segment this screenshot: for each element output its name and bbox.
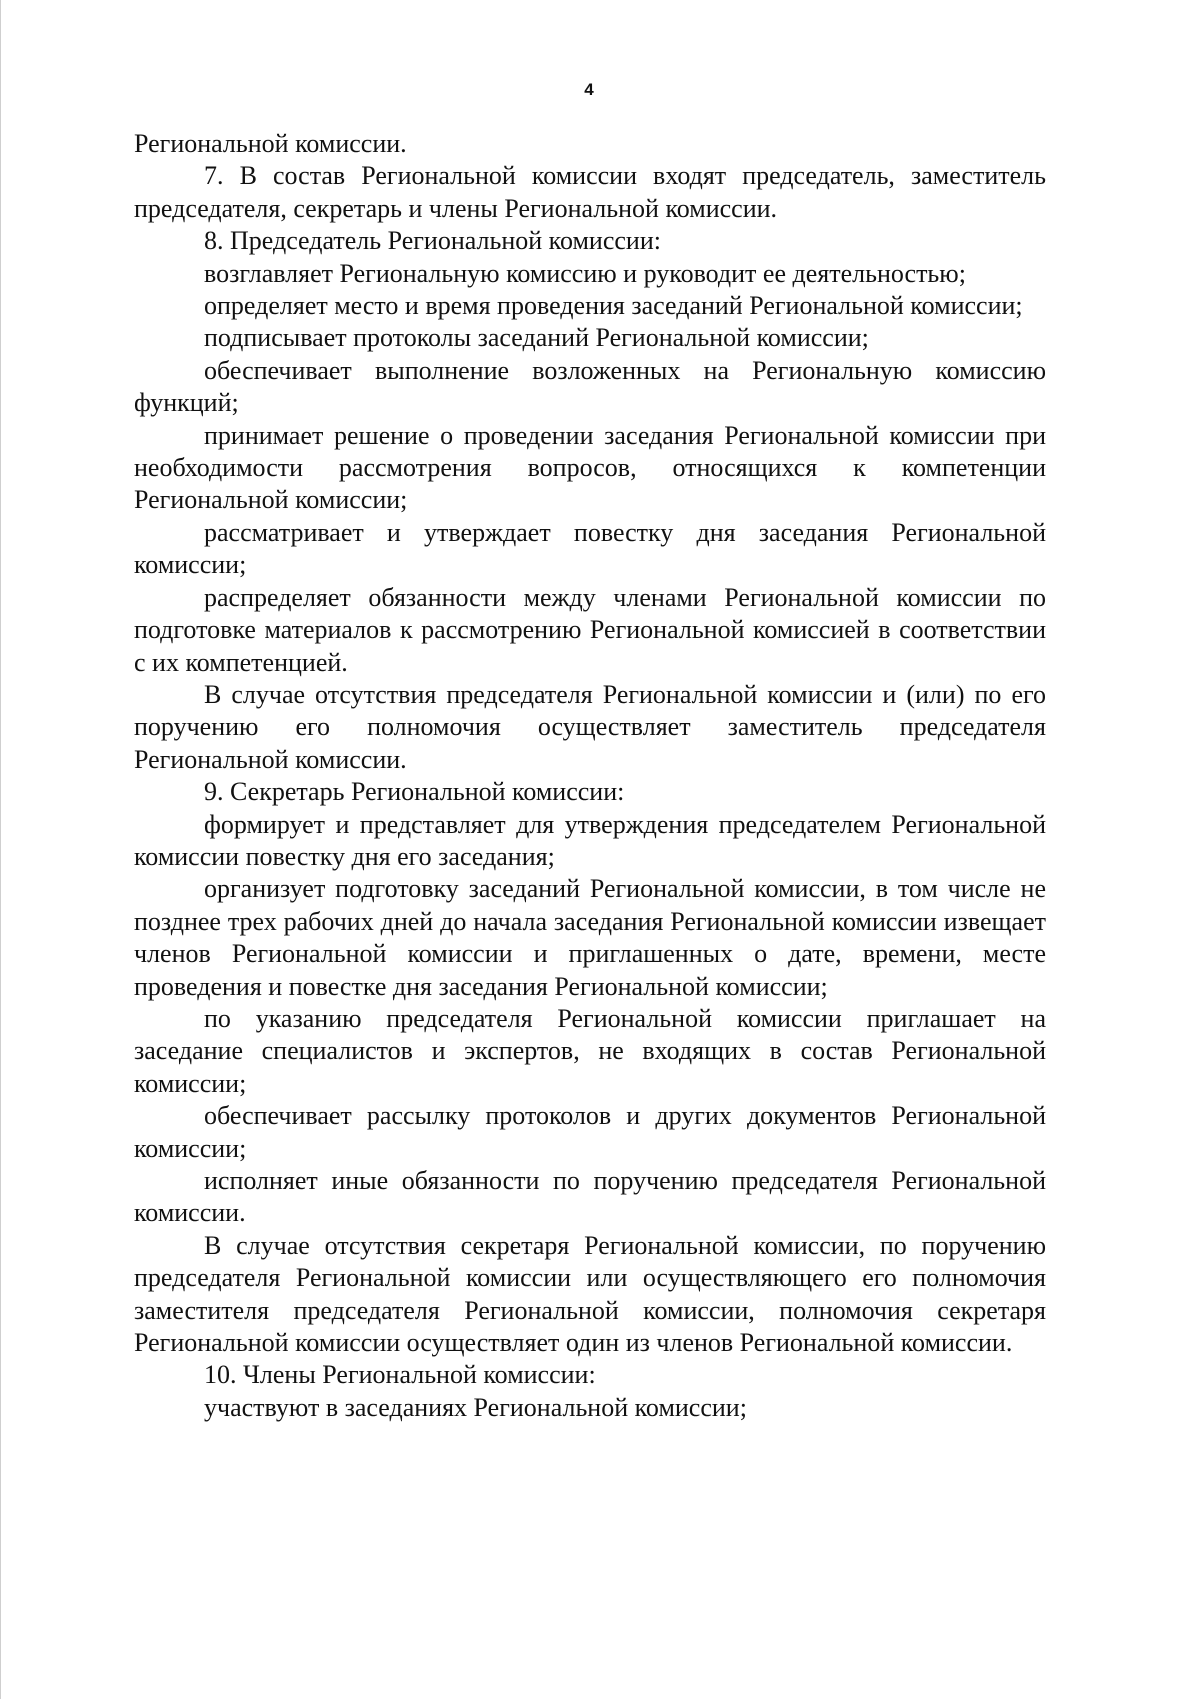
paragraph: возглавляет Региональную комиссию и руководит ее деятельностью;	[204, 258, 966, 288]
paragraph: определяет место и время проведения заседаний Региональной комиссии;	[204, 291, 1023, 321]
paragraph: 10. Члены Региональной комиссии:	[204, 1360, 596, 1390]
paragraph: 7. В состав Региональной комиссии входят председатель, заместитель председателя, секретарь и члены Региональной комиссии.	[134, 161, 1046, 223]
paragraph: обеспечивает выполнение возложенных на Региональную комиссию функций;	[134, 355, 1046, 418]
paragraph: обеспечивает рассылку протоколов и других документов Региональной комиссии;	[134, 1101, 1046, 1163]
paragraph: принимает решение о проведении заседания Региональной комиссии при необходимости рассмотрения вопросов, относящихся к компетенции Региональной комиссии;	[134, 420, 1046, 515]
paragraph: рассматривает и утверждает повестку дня заседания Региональной комиссии;	[134, 517, 1046, 580]
paragraph: подписывает протоколы заседаний Региональной комиссии;	[204, 323, 869, 353]
document-body	[134, 128, 1046, 1424]
paragraph: участвуют в заседаниях Региональной комиссии;	[204, 1392, 747, 1422]
paragraph: Региональной комиссии.	[134, 129, 407, 158]
paragraph: В случае отсутствия председателя Региональной комиссии и (или) по его поручению его полномочия осуществляет заместитель председателя Региональной комиссии.	[134, 679, 1046, 774]
paragraph: исполняет иные обязанности по поручению председателя Региональной комиссии.	[134, 1166, 1046, 1228]
paragraph: по указанию председателя Региональной комиссии приглашает на заседание специалистов и экспертов, не входящих в состав Региональной комиссии;	[134, 1003, 1046, 1098]
paragraph: 8. Председатель Региональной комиссии:	[204, 226, 661, 256]
paragraph: распределяет обязанности между членами Региональной комиссии по подготовке материалов к рассмотрению Региональной комиссией в соответствии с их компетенцией.	[134, 582, 1046, 677]
paragraph: организует подготовку заседаний Региональной комиссии, в том числе не позднее трех рабочих дней до начала заседания Региональной комиссии извещает членов Региональной комиссии и приглашенных о дате, времени, месте проведения и повестке дня заседания Региональной комиссии;	[134, 874, 1046, 1001]
paragraph: В случае отсутствия секретаря Региональной комиссии, по поручению председателя Региональной комиссии или осуществляющего его полномочия заместителя председателя Региональной комиссии, полномочия секретаря Региональной комиссии осуществляет один из членов Региональной комиссии.	[134, 1230, 1046, 1358]
paragraph: 9. Секретарь Региональной комиссии:	[204, 777, 625, 807]
paragraph: формирует и представляет для утверждения председателем Региональной комиссии повестку дня его заседания;	[134, 809, 1046, 871]
page-number: 4	[584, 80, 594, 99]
scan-edge-line	[0, 0, 1, 1699]
